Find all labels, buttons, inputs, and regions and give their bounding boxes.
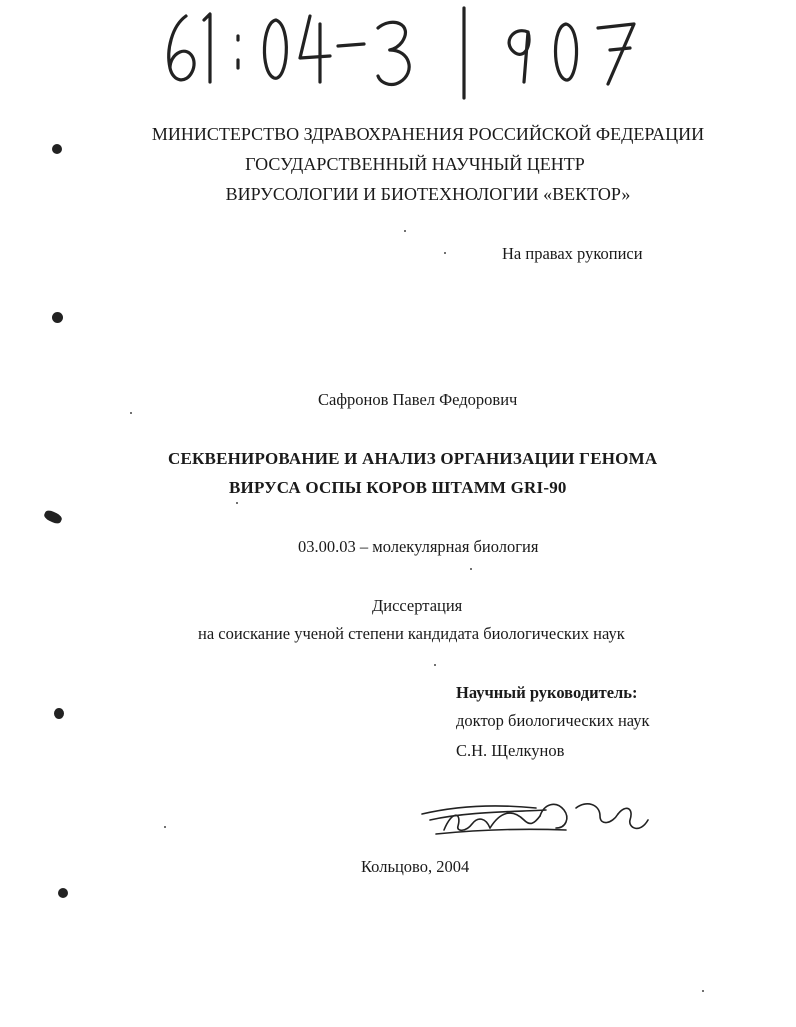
scan-mark [52,312,63,323]
work-type: Диссертация [372,596,463,615]
scan-speck [434,664,436,666]
scan-speck [470,568,472,570]
manuscript-note: На правах рукописи [502,244,643,263]
scan-mark [43,509,64,526]
scan-speck [404,230,406,232]
scan-speck [130,412,132,414]
scan-mark [58,888,68,898]
scan-speck [444,252,446,254]
scan-speck [164,826,166,828]
scan-speck [236,502,238,504]
ministry-heading: МИНИСТЕРСТВО ЗДРАВОХРАНЕНИЯ РОССИЙСКОЙ ФЕДЕРАЦИИ [151,124,705,144]
place-and-year: Кольцово, 2004 [361,857,470,876]
dissertation-title-line2: ВИРУСА ОСПЫ КОРОВ ШТАММ GRI-90 [229,478,567,497]
scan-mark [52,144,62,154]
specialty-code: 03.00.03 – молекулярная биология [298,537,539,556]
center-heading-line1: ГОСУДАРСТВЕННЫЙ НАУЧНЫЙ ЦЕНТР [245,154,585,174]
supervisor-degree: доктор биологических наук [456,711,650,730]
degree-sought: на соискание ученой степени кандидата биологических наук [198,624,625,643]
scan-mark [54,708,64,719]
dissertation-title-line1: СЕКВЕНИРОВАНИЕ И АНАЛИЗ ОРГАНИЗАЦИИ ГЕНОМА [168,449,658,468]
supervisor-signature [416,790,656,842]
handwritten-archive-number [158,2,658,102]
supervisor-label: Научный руководитель: [456,683,638,702]
author-name: Сафронов Павел Федорович [318,390,518,409]
center-heading-line2: ВИРУСОЛОГИИ И БИОТЕХНОЛОГИИ «ВЕКТОР» [225,184,631,204]
supervisor-name: С.Н. Щелкунов [456,741,565,760]
scan-speck [702,990,704,992]
